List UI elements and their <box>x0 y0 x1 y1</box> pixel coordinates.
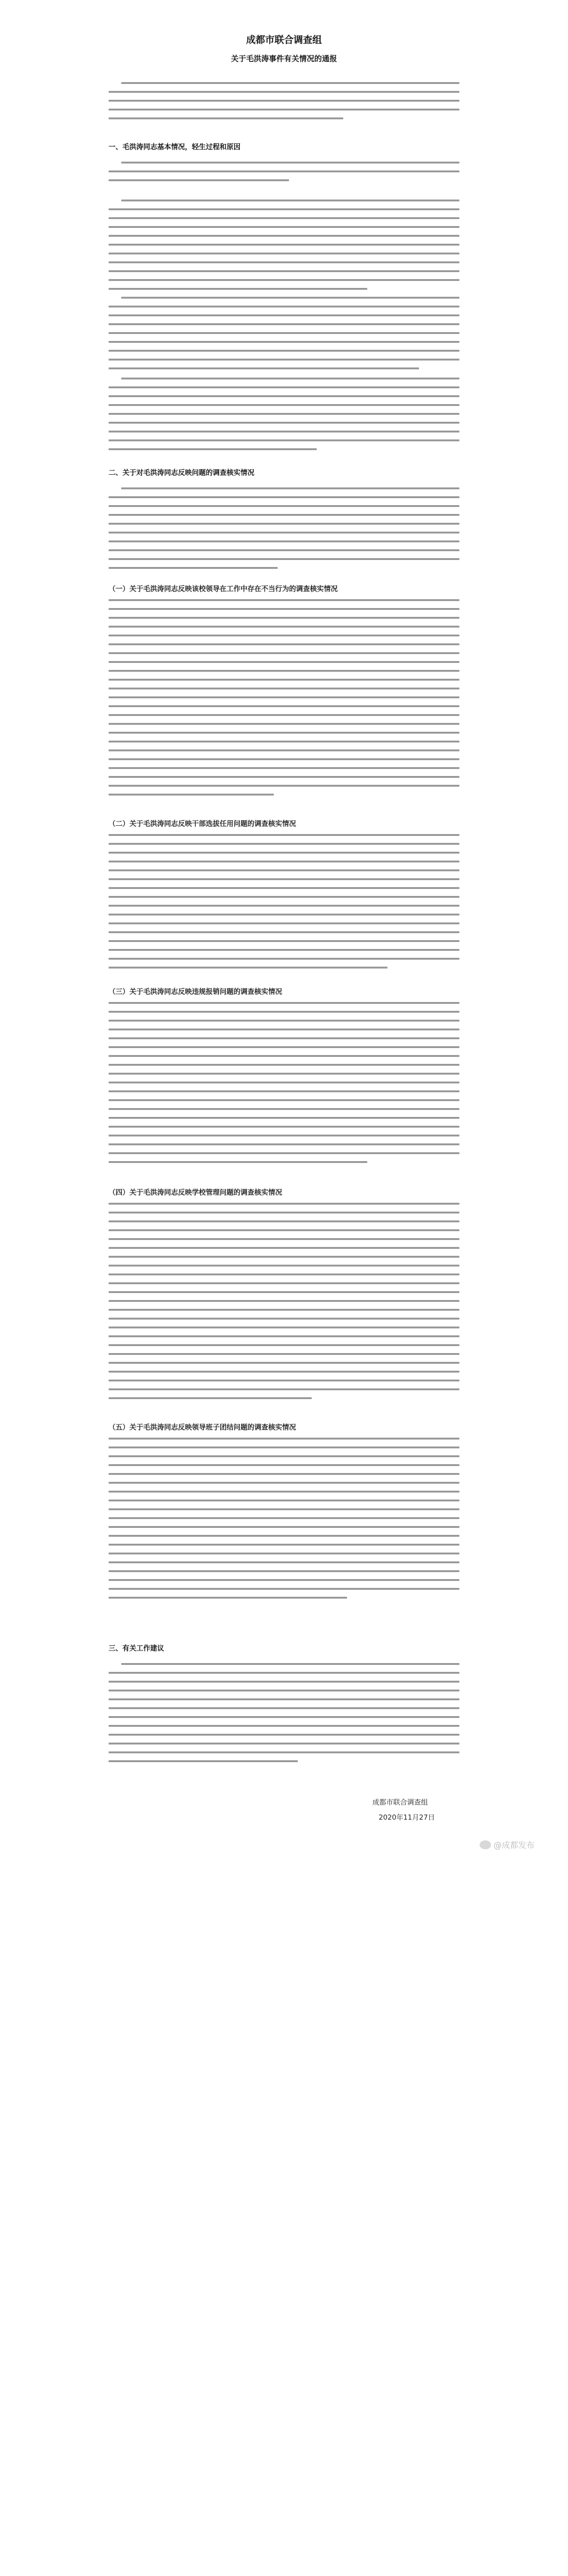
section-heading-2: 二、关于对毛洪涛同志反映问题的调查核实情况 <box>109 468 254 477</box>
watermark-text: @成都发布 <box>494 1841 535 1851</box>
subsection-heading-2: （二）关于毛洪涛同志反映干部选拔任用问题的调查核实情况 <box>109 820 296 828</box>
watermark <box>480 1839 535 1851</box>
intro-paragraph <box>109 82 459 119</box>
subsection-heading-4: （四）关于毛洪涛同志反映学校管理问题的调查核实情况 <box>109 1188 282 1196</box>
signature-date: 2020年11月27日 <box>379 1813 435 1822</box>
signature-org: 成都市联合调查组 <box>372 1798 428 1806</box>
subsection-4 <box>109 1187 459 1399</box>
subsection-1 <box>109 583 459 796</box>
weibo-logo-icon <box>480 1840 491 1849</box>
document-subtitle: 关于毛洪涛事件有关情况的通报 <box>230 54 337 63</box>
paragraph <box>109 1663 459 1762</box>
paragraph <box>109 297 459 369</box>
paragraph <box>109 162 459 181</box>
document-title: 成都市联合调查组 <box>246 34 322 45</box>
subsection-2 <box>109 818 459 969</box>
paragraph <box>109 378 459 450</box>
paragraph <box>109 487 459 569</box>
subsection-5 <box>109 1422 459 1599</box>
paragraph <box>109 200 459 290</box>
subsection-heading-5: （五）关于毛洪涛同志反映领导班子团结问题的调查核实情况 <box>109 1423 296 1431</box>
subsection-heading-1: （一）关于毛洪涛同志反映该校领导在工作中存在不当行为的调查核实情况 <box>109 585 338 593</box>
section-heading-3: 三、有关工作建议 <box>109 1644 164 1652</box>
subsection-3 <box>109 986 459 1163</box>
section-heading-1: 一、毛洪涛同志基本情况，轻生过程和原因 <box>109 143 240 151</box>
subsection-heading-3: （三）关于毛洪涛同志反映违规报销问题的调查核实情况 <box>109 987 282 996</box>
